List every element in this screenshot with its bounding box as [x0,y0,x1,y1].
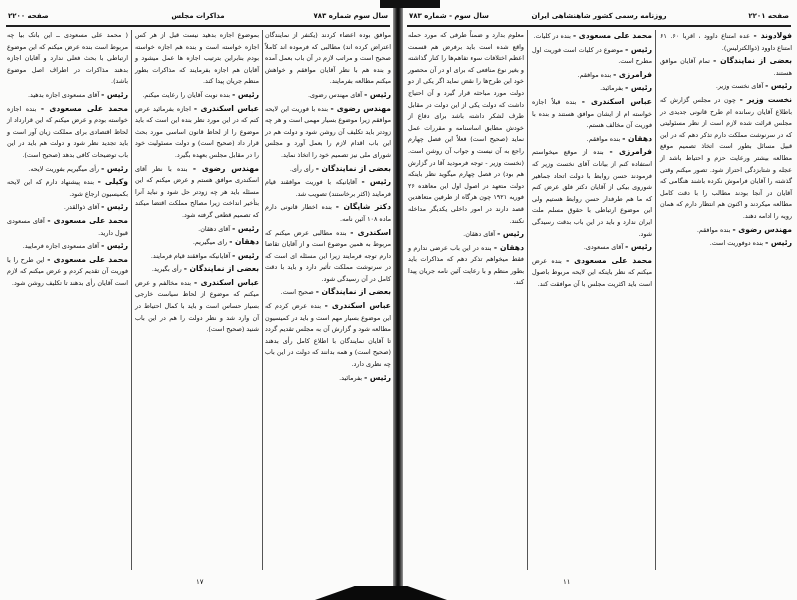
speech-paragraph [7,201,128,214]
speech-text: رأی میگیریم بفوریت لایحه. [28,164,100,173]
speaker-name: دهقان - [622,133,652,143]
header-rule [407,25,791,27]
speaker-name: مهندس رضوی - [192,163,259,173]
speech-paragraph [532,69,652,82]
speech-text: بنده پیشنهاد دارم که این لایحه بکمیسیون ارجاع شود. [7,178,128,198]
speaker-name: رئیس - [101,202,128,212]
speech-text: بنده در این باب عرضی ندارم و فقط میخواهم تذکر دهم که مذاکرات باید بطور منظم و با رعایت آئین نامه جریان پیدا کند. [408,243,524,287]
page-label: صفحه ۲۲۰۰ [8,12,49,20]
speaker-name: رئیس - [497,229,524,239]
speaker-name: محمد علی مسعودی - [40,103,128,113]
text-column [132,30,262,572]
speech-paragraph [660,80,792,93]
speaker-name: عباس اسکندری - [324,301,391,311]
speaker-name: عباس اسکندری - [193,103,259,113]
speaker-name: رئیس - [765,238,792,248]
speech-paragraph [660,224,792,237]
speech-paragraph [532,133,652,146]
speaker-name: بعضی از نمایندگان - [713,56,792,66]
speech-text: بنده موافقم. [696,225,731,234]
speaker-name: اسکندری - [350,227,391,237]
speaker-name: رئیس - [765,81,792,91]
text-column [262,30,394,572]
speaker-name: رئیس - [625,242,652,252]
speech-paragraph [135,250,259,263]
speech-text: بنده دوفوریت است. [709,239,764,248]
speech-paragraph [135,163,259,222]
speech-paragraph [7,103,128,162]
speech-paragraph [265,176,391,200]
speech-paragraph [265,89,391,102]
speaker-name: بعضی از نمایندگان - [315,287,391,297]
speaker-name: محمد علی مسعودی - [47,254,128,264]
page-label: صفحه ۲۲۰۱ [748,12,789,20]
speaker-name: دکتر شایگان - [335,202,391,212]
speech-paragraph [7,254,128,290]
speaker-name: مهندس رضوی - [732,224,792,234]
speech-paragraph [532,96,652,132]
page-header [409,12,789,26]
section-title: روزنامه رسمی کشور شاهنشاهی ایران [531,12,667,20]
speech-paragraph [7,30,128,88]
speaker-name: فرامرزی - [609,147,652,157]
speaker-name: وکیلی - [97,177,128,187]
speech-paragraph [660,94,792,223]
text-column [657,30,795,572]
speaker-name: رئیس - [101,163,128,173]
speech-text: بنده از موقع میخواستم استفاده کنم از بیانات آقای نخست وزیر که فرمودند حسن روابط با دولت اتحاد جماهیر شوروی بیکی از آقایان دکتر فلق عرض کنم که ما هم طرفدار حسن روابط هستیم ولی این موضوع ارتباطی با حقوق مسلم ملت ایران ندارد و باید در این باب بدقت رسیدگی شود. [532,148,652,238]
speech-text: بنده عرض کردم که این موضوع بسیار مهم است و باید در کمیسیون مطالعه شود و گزارش آن به مجلس تقدیم گردد تا آقایان نمایندگان با اطلاع کامل رأی بدهند (صحیح است) و همه بدانند که دولت در این باب چه نظری دارد. [265,302,391,369]
speaker-name: بعضی از نمایندگان - [315,163,391,173]
speaker-name: عباس اسکندری - [581,96,652,106]
speaker-name: رئیس - [232,250,259,260]
speech-paragraph [7,163,128,176]
speech-paragraph [265,227,391,286]
speech-paragraph [660,55,792,79]
speech-paragraph [265,372,391,385]
speech-text: این طرح را با فوریت آن تقدیم کردم و عرض میکنم که لازم است آقایان رأی بدهند تا تکلیف روشن شود. [7,255,128,287]
speaker-name: دهقان - [493,242,524,252]
speech-paragraph [265,163,391,176]
column-divider [131,30,132,570]
speech-paragraph [408,30,524,227]
speech-paragraph [532,30,652,43]
speech-text: بنده موافقم. [577,70,612,79]
speech-paragraph [135,277,259,336]
speaker-name: رئیس - [101,89,128,99]
text-column [4,30,131,572]
speech-text: آقایانیکه با فوریت موافقند قیام فرمایند (اکثر برخاستند) تصویب شد. [265,178,391,198]
text-column [529,30,655,572]
left-page [0,0,396,600]
speech-text: آقای ذوالقدر. [63,203,100,212]
column-divider [262,30,263,570]
speech-paragraph [532,44,652,68]
speech-text: بنده نوبت آقایان را رعایت میکنم. [142,90,231,99]
speech-paragraph [660,237,792,250]
column-divider [527,30,528,570]
speech-text: رأی رأی. [289,164,314,173]
speaker-name: فولادوند - [753,31,792,40]
speaker-name: رئیس - [625,83,652,93]
speaker-name: محمد علی مسعودی - [572,31,652,40]
speech-text: بنده اجازه خواسته بودم و عرض میکنم که این قرارداد از لحاظ اقتصادی برای مملکت زیان آور است و باید تجدید نظر شود و دولت هم باید در این باب توضیحات کافی بدهد (صحیح است). [7,104,128,159]
speech-text: آقای مهندس رضوی. [307,90,363,99]
page-number: ۱۷ [196,578,204,586]
speech-text: صحیح است. [280,288,314,297]
speech-text: ( محمد علی مسعودی ــ این بانک بیا چه مربوط است بنده عرض میکنم که این موضوع ارتباطی با بحث فعلی ندارد و آقایان اجازه بدهند مذاکرات در اطراف اصل موضوع باشد). [7,31,128,86]
speaker-name: رئیس - [364,89,391,99]
speech-text: آقای دهقان. [463,230,496,239]
speech-paragraph [135,223,259,236]
speech-text: بنده با فوریت این لایحه موافقم زیرا موضوع بسیار مهمی است و هر چه زودتر باید تکلیف آن روشن شود و دولت هم در این باب اقدام لازم را بعمل آورد و مجلس شورای ملی نیز تصمیم خود را اتخاذ نماید. [265,104,391,159]
speech-text: آقای مسعودی. [583,243,624,252]
speech-paragraph [135,103,259,162]
speech-text: رای میگیریم. [192,238,228,247]
speaker-name: عباس اسکندری - [193,277,259,287]
speech-text: چون در مجلس گزارش که باطلاع آقایان رسانده ام طرح قانونی جدیدی در مجلس قرائت شده لازم است از نظر مسئولیتی که در سرنوشت مملکت دارم تذکر دهم که در این قبیل مسائل بطور است اتخاذ تصمیم موقع مطالعه بیشتر ورعایت حزم و احتیاط باشد از عجله و شتابزدگی احتراز شود. تصور میکنم وقتی گذشته را آقایان فراموش نکرده باشند هنگامی که آقایان در آنجا بودند مطالب را با دقت کامل مطالعه میکردند و اکنون هم انتظار دارم که همان رویه را ادامه دهند. [660,95,792,220]
text-column [405,30,527,572]
speech-text: معلوم بدارد و ضمناً طرفی که مورد حمله واقع شده است باید برفرض هم قسمت اعظم اختلافات سوء تفاهم‌ها را کنار گذاشته و بغیر نوع منافعی که برای او در آن محصور خود این طرح‌ها را نقض نماید اگر یکی از دو دولت مورد مباحثه قرار گیرد و آن احتیاج داشت که دولت یکی از این دولت در مقابل طرف لشکر داشته باشد برای دفاع از خودش مطابق اساسنامه و مقررات عمل نماید (صحیح است) فعلاً این فصل چهارم راجع به آن نیست و جواب آن روشن است. (نخست وزیر - توجه فرمودید آقا در گزارش هم بود) در فصل چهارم میگوید نظر باینکه دولت متعهد در اصول اول این معاهده ۲۶ فوریه ۱۹۲۱ چون هرگاه از طرفین متعاهدین قصد دارند در امور داخلی یکدیگر مداخله نکنند. [408,31,524,225]
speaker-name: محمد علی مسعودی - [47,215,128,225]
speaker-name: فرامرزی - [613,69,652,79]
page-number: ۱۱ [563,578,571,586]
page-header [8,12,388,26]
speech-text: بنده اخطار قانونی دارم ماده ۱۰۸ آئین نامه. [265,203,391,223]
speaker-name: رئیس - [232,89,259,99]
speech-text: آقای مسعودی اجازه فرمایید. [22,242,100,251]
speech-text: آقایانیکه موافقند قیام فرمایند. [150,251,231,260]
speech-text: بنده عرض میکنم که نظر باینکه این لایحه مربوط باصول است باید اکثریت مجلس با آن موافقت کند. [532,256,652,288]
column-divider [655,30,656,570]
speaker-name: بعضی از نمایندگان - [183,264,259,274]
speech-paragraph [265,286,391,299]
speech-paragraph [135,30,259,88]
speech-paragraph [7,176,128,200]
speaker-name: رئیس - [232,223,259,233]
speech-paragraph [7,240,128,253]
speech-paragraph [135,263,259,276]
speech-paragraph [135,89,259,102]
section-title: مذاکرات مجلس [171,12,225,20]
book-binding-shadow [393,0,403,600]
speech-paragraph [7,215,128,239]
speech-text: آقای مسعودی قبول دارید. [7,216,128,237]
issue-number: سال سوم - شماره ۷۸۳ [409,12,489,20]
speech-paragraph [660,30,792,54]
speech-text: بموضوع اجازه بدهید نیست قبل از هر کس اجازه خواسته است و بنده هم اجازه خواسته بودم بنابراین بترتیب اجازه ها عمل میشود و آقایان هم اجازه بفرمایند که مذاکرات بطور منظم جریان پیدا کند. [135,31,259,86]
speaker-name: رئیس - [364,372,391,382]
speech-text: عده امتناع داوود ، اقربا ۶۰. ۶۱ امتناع داوود (ذوالکترلیس). [660,32,792,52]
speaker-name: نخست وزیر - [739,94,792,104]
speech-text: بنده با نظر آقای اسکندری موافق هستم و عرض میکنم که این مسئله باید هر چه زودتر حل شود و نباید آنرا بتأخیر انداخت زیرا مصالح مملکت اقتضا میکند که تصمیم قطعی گرفته شود. [135,164,259,219]
speech-text: بنده مخالفم و عرض میکنم که موضوع از لحاظ سیاست خارجی بسیار حساس است و باید با کمال احتیاط در آن وارد شد و نظر دولت را هم در این باب شنید (صحیح است). [135,278,259,334]
issue-number: سال سوم شماره ۷۸۳ [313,12,388,20]
speech-text: بفرمائید. [339,373,363,382]
speaker-name: رئیس - [101,241,128,251]
speech-text: بنده در کلیات. [533,32,571,40]
speaker-name: مهندس رضوی - [330,103,391,113]
speech-text: بنده مطالبی عرض میکنم که مربوط به همین موضوع است و از آقایان تقاضا دارم توجه فرمایند زیرا این مسئله ای است که در سرنوشت مملکت تأثیر دارد و باید با دقت کامل در آن رسیدگی شود. [265,228,391,283]
speaker-name: رئیس - [361,177,391,187]
speech-text: آقای مسعودی اجازه بدهید. [27,90,100,99]
speaker-name: دهقان - [229,237,259,247]
speech-text: بنده موافقم. [586,134,621,143]
speech-paragraph [265,103,391,162]
speech-paragraph [265,300,391,371]
speech-paragraph [532,255,652,291]
speech-paragraph [532,241,652,254]
speech-text: موضوع در کلیات است فوریت اول مطرح است. [532,45,652,66]
speech-paragraph [265,201,391,225]
speaker-name: رئیس - [625,44,652,54]
right-page [401,0,797,600]
speech-paragraph [532,146,652,240]
speech-paragraph [408,242,524,289]
speech-text: اجازه بفرمائید عرض کنم که در این مورد نظر بنده این است که باید موضوع را از لحاظ قانون اساسی مورد بحث قرار داد (صحیح است) و دولت مسئولیت خود را در مقابل مجلس بعهده بگیرد. [135,104,259,159]
speech-paragraph [135,236,259,249]
speech-paragraph [7,89,128,102]
speech-text: رأی بگیرید. [151,265,182,274]
speech-text: بنده قبلاً اجازه خواسته ام از ایشان موافق هستند و بنده با فوریت آن مخالف هستم. [532,97,652,130]
header-rule [6,25,390,27]
speech-text: موافق بوده اعضاء کردند (یکنفر از نمایندگان اعتراض کرده اند) مطالبی که فرموده اند کاملاً صحیح است و مراتب لازم در آن باب بعمل آمده و بنده هم با نظر آقایان موافقم و خواهش میکنم مطالعه بفرمایند. [265,31,391,86]
speech-paragraph [265,30,391,88]
scan-shadow [380,0,440,8]
speaker-name: محمد علی مسعودی - [566,255,652,265]
speech-paragraph [408,228,524,241]
speech-text: تمام آقایان موافق هستند. [660,57,792,77]
speech-text: بفرمائید. [600,84,624,93]
speech-text: آقای نخست وزیر. [715,82,764,91]
speech-text: آقای دهقان. [198,224,231,233]
speech-paragraph [532,82,652,95]
